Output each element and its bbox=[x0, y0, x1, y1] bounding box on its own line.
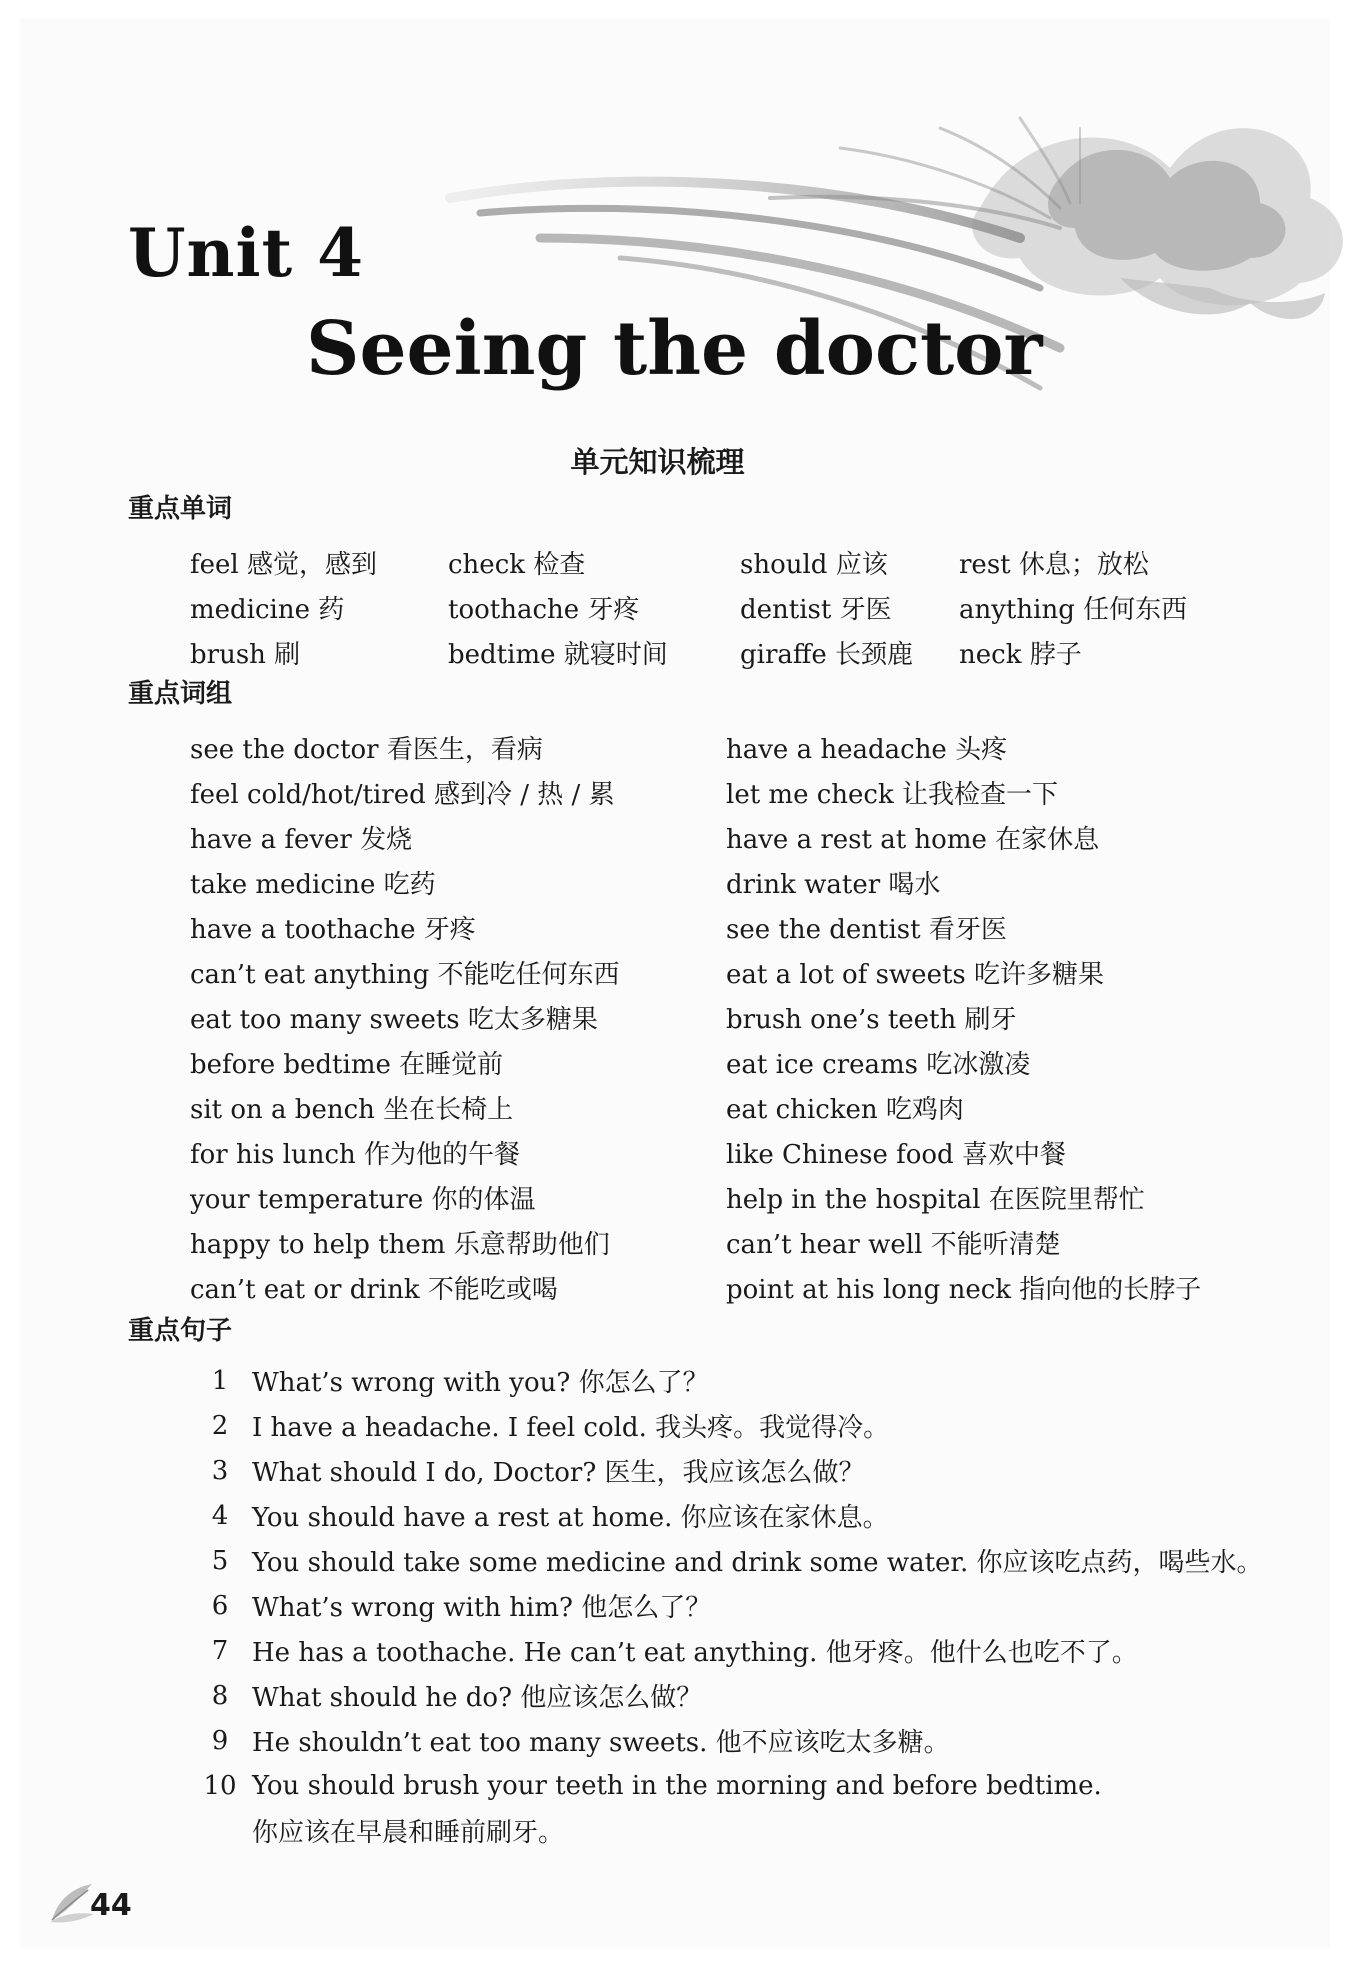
sentence-item bbox=[200, 1448, 1263, 1493]
sentence-text: He has a toothache. He can’t eat anything. 他牙疼。他什么也吃不了。 bbox=[252, 1638, 1138, 1668]
sentence-translation: 你应该在早晨和睡前刷牙。 bbox=[252, 1818, 565, 1848]
sentence-item bbox=[200, 1493, 1263, 1538]
phrase-item: help in the hospital 在医院里帮忙 bbox=[726, 1185, 1145, 1215]
phrase-item: point at his long neck 指向他的长脖子 bbox=[726, 1275, 1202, 1305]
sentence-item bbox=[200, 1538, 1263, 1583]
phrase-item: brush one’s teeth 刷牙 bbox=[726, 1005, 1017, 1035]
sentence-text: You should have a rest at home. 你应该在家休息。 bbox=[252, 1503, 889, 1533]
sentence-text: He shouldn’t eat too many sweets. 他不应该吃太多糖。 bbox=[252, 1728, 950, 1758]
word-item: rest 休息；放松 bbox=[959, 550, 1149, 580]
phrase-item: take medicine 吃药 bbox=[190, 870, 436, 900]
phrase-row bbox=[190, 995, 1286, 1040]
sentence-item bbox=[200, 1583, 1263, 1628]
page bbox=[20, 18, 1330, 1948]
word-row bbox=[190, 540, 1199, 585]
phrase-item: for his lunch 作为他的午餐 bbox=[190, 1140, 521, 1170]
sentence-item bbox=[200, 1628, 1263, 1673]
phrase-item: see the dentist 看牙医 bbox=[726, 915, 1007, 945]
key-words-heading: 重点单词 bbox=[128, 494, 233, 524]
word-item: check 检查 bbox=[448, 550, 586, 580]
phrase-item: drink water 喝水 bbox=[726, 870, 941, 900]
phrase-row bbox=[190, 725, 1286, 770]
word-item: should 应该 bbox=[740, 550, 888, 580]
sentence-item bbox=[200, 1763, 1263, 1808]
word-item: neck 脖子 bbox=[959, 640, 1082, 670]
phrase-row bbox=[190, 1220, 1286, 1265]
phrase-row bbox=[190, 815, 1286, 860]
sentence-item bbox=[200, 1403, 1263, 1448]
page-number: 44 bbox=[90, 1888, 132, 1923]
phrase-item: have a fever 发烧 bbox=[190, 825, 413, 855]
sentence-text: You should brush your teeth in the morning and before bedtime. bbox=[252, 1770, 1102, 1801]
word-item: dentist 牙医 bbox=[740, 595, 892, 625]
phrase-item: like Chinese food 喜欢中餐 bbox=[726, 1140, 1066, 1170]
key-words-table bbox=[190, 540, 1199, 675]
phrase-row bbox=[190, 1130, 1286, 1175]
key-phrases-heading: 重点词组 bbox=[128, 679, 233, 709]
phrase-item: have a headache 头疼 bbox=[726, 735, 1008, 765]
phrase-item: can’t eat or drink 不能吃或喝 bbox=[190, 1275, 558, 1305]
sentence-text: You should take some medicine and drink some water. 你应该吃点药，喝些水。 bbox=[252, 1548, 1263, 1578]
sentence-text: What should I do, Doctor? 医生，我应该怎么做？ bbox=[252, 1458, 865, 1488]
phrase-row bbox=[190, 770, 1286, 815]
sentence-number: 3 bbox=[211, 1455, 229, 1486]
phrase-row bbox=[190, 1265, 1286, 1310]
word-item: anything 任何东西 bbox=[959, 595, 1188, 625]
phrase-row bbox=[190, 1175, 1286, 1220]
key-sentences-list bbox=[200, 1358, 1263, 1853]
sentence-text: I have a headache. I feel cold. 我头疼。我觉得冷。 bbox=[252, 1413, 890, 1443]
section-title: 单元知识梳理 bbox=[570, 445, 745, 479]
word-item: bedtime 就寝时间 bbox=[448, 640, 668, 670]
phrase-item: have a rest at home 在家休息 bbox=[726, 825, 1100, 855]
phrase-row bbox=[190, 950, 1286, 995]
word-row bbox=[190, 585, 1199, 630]
word-item: feel 感觉，感到 bbox=[190, 550, 377, 580]
word-item: giraffe 长颈鹿 bbox=[740, 640, 914, 670]
sentence-number: 10 bbox=[203, 1770, 237, 1801]
sentence-number: 6 bbox=[211, 1590, 229, 1621]
phrase-item: can’t eat anything 不能吃任何东西 bbox=[190, 960, 620, 990]
word-item: medicine 药 bbox=[190, 595, 345, 625]
phrase-item: happy to help them 乐意帮助他们 bbox=[190, 1230, 610, 1260]
sentence-text: What’s wrong with you? 你怎么了？ bbox=[252, 1368, 709, 1398]
key-sentences-heading: 重点句子 bbox=[128, 1316, 233, 1346]
phrase-item: before bedtime 在睡觉前 bbox=[190, 1050, 504, 1080]
phrase-item: can’t hear well 不能听清楚 bbox=[726, 1230, 1061, 1260]
phrase-item: eat chicken 吃鸡肉 bbox=[726, 1095, 964, 1125]
sentence-number: 1 bbox=[211, 1365, 229, 1396]
sentence-number: 8 bbox=[211, 1680, 229, 1711]
phrase-item: feel cold/hot/tired 感到冷 / 热 / 累 bbox=[190, 780, 615, 810]
phrase-row bbox=[190, 905, 1286, 950]
sentence-number: 4 bbox=[211, 1500, 229, 1531]
sentence-text: What’s wrong with him? 他怎么了？ bbox=[252, 1593, 712, 1623]
word-item: brush 刷 bbox=[190, 640, 301, 670]
word-row bbox=[190, 630, 1199, 675]
unit-title: Unit 4 bbox=[128, 214, 365, 292]
phrase-item: let me check 让我检查一下 bbox=[726, 780, 1058, 810]
sentence-text: What should he do? 他应该怎么做？ bbox=[252, 1683, 703, 1713]
sentence-item bbox=[200, 1673, 1263, 1718]
phrase-item: eat a lot of sweets 吃许多糖果 bbox=[726, 960, 1105, 990]
leaf-icon bbox=[48, 1880, 96, 1924]
sentence-number: 9 bbox=[211, 1725, 229, 1756]
phrase-item: sit on a bench 坐在长椅上 bbox=[190, 1095, 514, 1125]
word-item: toothache 牙疼 bbox=[448, 595, 640, 625]
sentence-item bbox=[200, 1718, 1263, 1763]
phrase-row bbox=[190, 860, 1286, 905]
phrase-item: see the doctor 看医生，看病 bbox=[190, 735, 543, 765]
sentence-item bbox=[200, 1358, 1263, 1403]
phrase-item: eat too many sweets 吃太多糖果 bbox=[190, 1005, 598, 1035]
phrase-item: eat ice creams 吃冰激凌 bbox=[726, 1050, 1031, 1080]
sentence-number: 7 bbox=[211, 1635, 229, 1666]
phrase-row bbox=[190, 1085, 1286, 1130]
sentence-number: 5 bbox=[211, 1545, 229, 1576]
key-phrases-table bbox=[190, 725, 1286, 1310]
phrase-row bbox=[190, 1040, 1286, 1085]
unit-subtitle: Seeing the doctor bbox=[306, 306, 1043, 392]
sentence-number: 2 bbox=[211, 1410, 229, 1441]
phrase-item: have a toothache 牙疼 bbox=[190, 915, 476, 945]
phrase-item: your temperature 你的体温 bbox=[190, 1185, 536, 1215]
